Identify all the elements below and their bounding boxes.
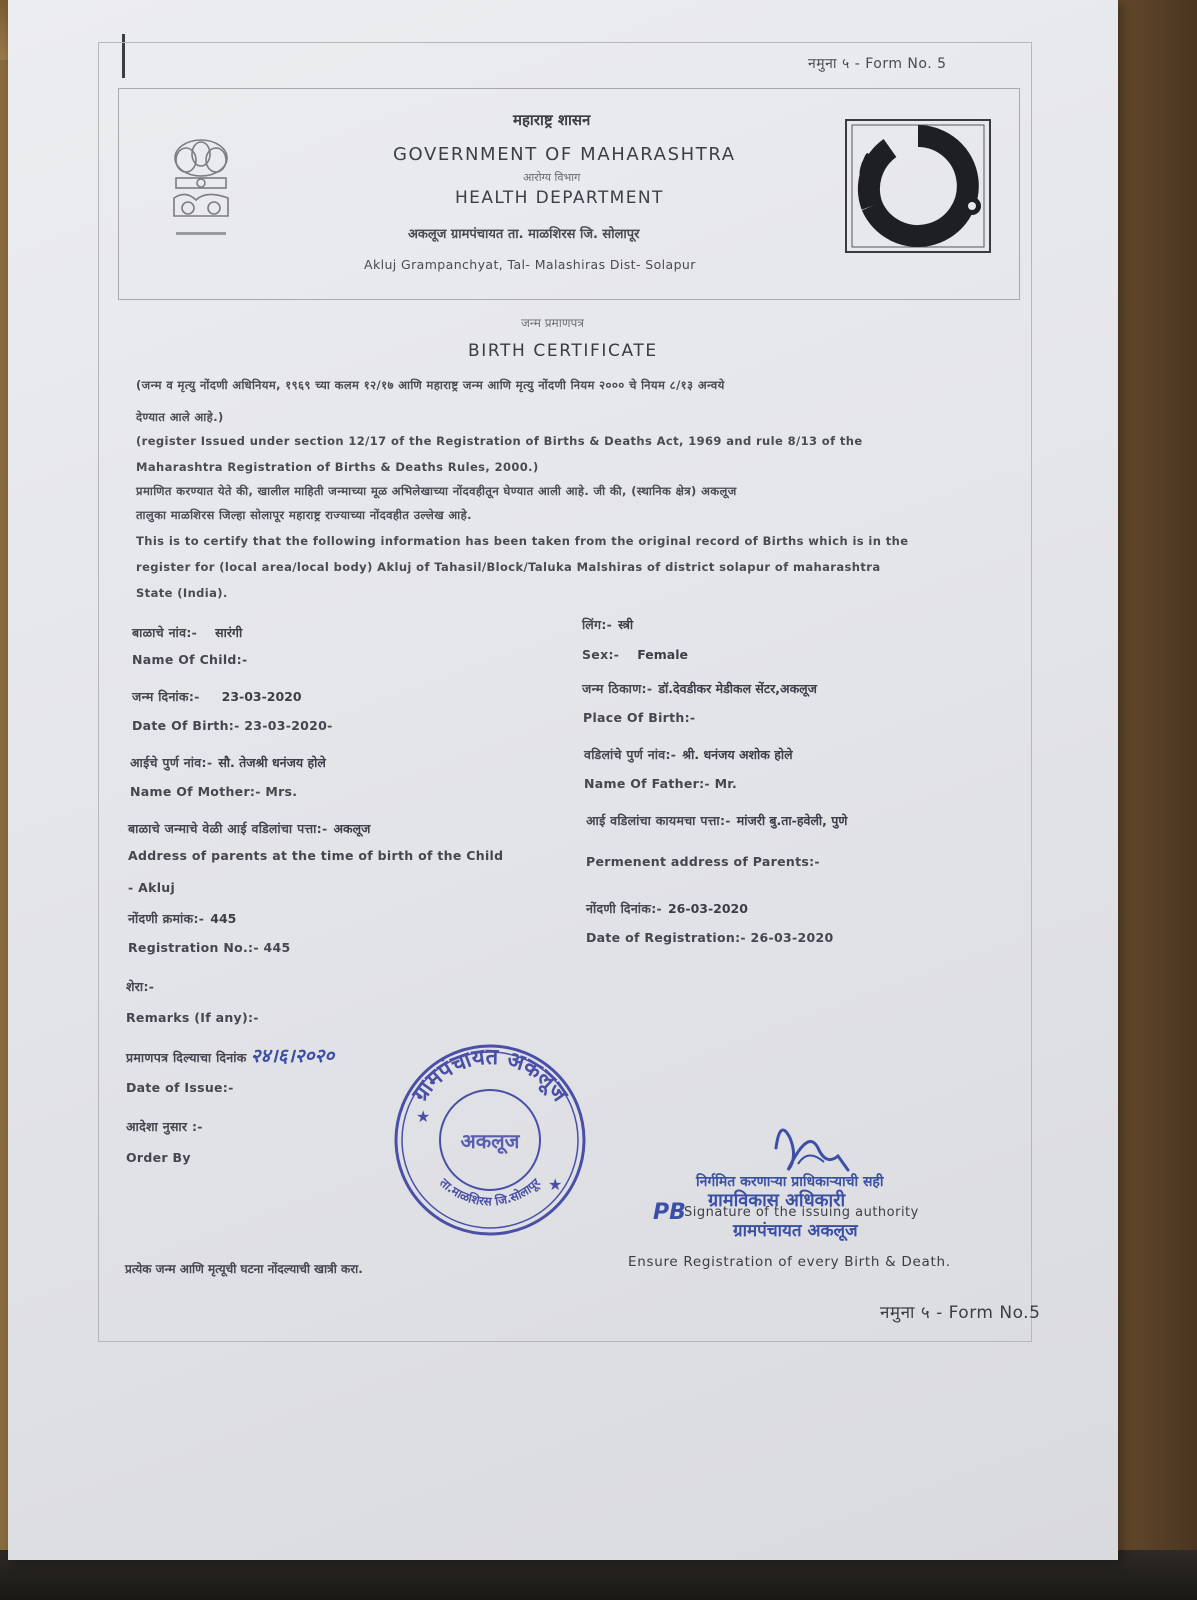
field-value: श्री. धनंजय अशोक होले [682,747,793,762]
date-of-birth-english: Date Of Birth:- 23-03-2020- [132,718,333,733]
mother-name-marathi [130,752,326,771]
grampanchayat-marathi: अकलूज ग्रामपंचायत ता. माळशिरस जि. सोलापूर [408,227,640,242]
field-label: आईचे पुर्ण नांव:- [130,755,213,770]
intro-marathi-line-2: देण्यात आले आहे.) [136,410,224,424]
signature-office-stamp: ग्रामपंचायत अकलूज [733,1221,858,1241]
grampanchayat-seal-stamp [392,1042,588,1238]
issue-date-marathi [126,1042,334,1068]
grampanchayat-english: Akluj Grampanchyat, Tal- Malashiras Dist- Solapur [364,257,696,272]
field-label: नोंदणी दिनांक:- [586,901,662,916]
field-value: स्त्री [618,617,634,632]
address-at-birth-english-label: Address of parents at the time of birth of the Child [128,848,504,863]
signature-label-english: Signature of the issuing authority [684,1205,919,1220]
health-department-logo-icon [844,118,992,254]
field-label: बाळाचे जन्माचे वेळी आई वडिलांचा पत्ता:- [128,821,328,836]
field-value: 26-03-2020 [667,901,748,916]
field-label: लिंग:- [582,617,613,632]
form-number-bottom: नमुना ५ - Form No.5 [880,1303,1041,1323]
signature-label-marathi: निर्गमित करणाऱ्या प्राधिकाऱ्याची सही [696,1174,884,1190]
field-label: जन्म दिनांक:- [132,689,200,704]
field-label: Sex:- [582,647,620,662]
registration-number-english: Registration No.:- 445 [128,940,291,955]
field-label: जन्म ठिकाण:- [582,681,653,696]
registration-date-english: Date of Registration:- 26-03-2020 [586,930,834,945]
sex-english [582,644,688,663]
certificate-title-english: BIRTH CERTIFICATE [468,341,658,361]
certificate-paper [8,0,1118,1560]
remarks-marathi: शेरा:- [126,979,155,994]
stamp-text-bottom: ता.माळशिरस जि.सोलापूर [437,1175,543,1209]
stamp-text-center: अकलूज [460,1129,520,1153]
permanent-address-english-label: Permenent address of Parents:- [586,854,820,869]
signature-initials: PB [653,1200,686,1225]
form-number-top: नमुना ५ - Form No. 5 [808,56,947,72]
registration-date-marathi [586,898,748,917]
issue-date-english: Date of Issue:- [126,1080,234,1095]
ensure-registration-note: Ensure Registration of every Birth & Death. [628,1254,951,1270]
stamp-text-top: ग्रामपंचायत अकलूज [407,1044,573,1107]
intro-english-line-4: register for (local area/local body) Akluj of Tahasil/Block/Taluka Malshiras of district solapur of maharashtra [136,560,881,574]
mother-name-english: Name Of Mother:- Mrs. [130,784,298,799]
stamp-star-icon: ★ [548,1175,563,1194]
registration-number-marathi [128,908,236,927]
field-label: नोंदणी क्रमांक:- [128,911,205,926]
sex-marathi [582,614,633,633]
permanent-address-marathi [586,810,847,829]
government-title-marathi: महाराष्ट्र शासन [513,111,591,129]
address-at-birth-english-value: - Akluj [128,880,176,895]
father-name-english: Name Of Father:- Mr. [584,776,738,791]
order-by-marathi: आदेशा नुसार :- [126,1119,203,1134]
certificate-title-marathi: जन्म प्रमाणपत्र [521,316,584,330]
field-value: मांजरी बु.ता-हवेली, पुणे [736,813,848,828]
intro-marathi-line-4: तालुका माळशिरस जिल्हा सोलापूर महाराष्ट्र राज्याच्या नोंदवहीत उल्लेख आहे. [136,508,472,522]
footer-note-marathi: प्रत्येक जन्म आणि मृत्यूची घटना नोंदल्याची खात्री करा. [125,1262,363,1276]
intro-english-line-3: This is to certify that the following information has been taken from the original record of Births which is in the [136,534,909,548]
place-of-birth-english-label: Place Of Birth:- [583,710,696,725]
field-label: प्रमाणपत्र दिल्याचा दिनांक [126,1050,247,1065]
stamp-star-icon: ★ [416,1107,431,1126]
father-name-marathi [584,744,793,763]
field-value: डॉ.देवडीकर मेडीकल सेंटर,अकलूज [658,681,817,696]
remarks-english: Remarks (If any):- [126,1010,259,1025]
signature-designation-stamp: ग्रामविकास अधिकारी [708,1190,846,1211]
field-value: Female [637,647,688,662]
field-label: बाळाचे नांव:- [132,625,198,640]
department-title-marathi: आरोग्य विभाग [523,171,581,184]
handwritten-issue-date: २४।६।२०२० [250,1045,335,1067]
intro-english-line-2: Maharashtra Registration of Births & Deaths Rules, 2000.) [136,460,539,474]
intro-english-line-5: State (India). [136,586,228,600]
address-at-birth-marathi [128,818,370,837]
national-emblem-icon [166,136,236,244]
child-name-english-label: Name Of Child:- [132,652,248,667]
order-by-english: Order By [126,1150,191,1165]
child-name-marathi [132,622,242,641]
department-title-english: HEALTH DEPARTMENT [455,188,664,208]
intro-marathi-line-3: प्रमाणित करण्यात येते की, खालील माहिती जन्माच्या मूळ अभिलेखाच्या नोंदवहीतून घेण्यात आली आहे. जी की, (स्थानिक क्षेत्र) अकलूज [136,484,737,498]
government-title-english: GOVERNMENT OF MAHARASHTRA [393,144,736,165]
field-value: 445 [210,911,237,926]
field-label: आई वडिलांचा कायमचा पत्ता:- [586,813,731,828]
place-of-birth-marathi [582,678,817,697]
field-value: अकलूज [333,821,371,836]
field-value: सारंगी [215,625,243,640]
date-of-birth-marathi [132,686,302,705]
field-value: सौ. तेजश्री धनंजय होले [218,755,326,770]
intro-english-line-1: (register Issued under section 12/17 of the Registration of Births & Deaths Act, 1969 and rule 8/13 of the [136,434,863,448]
field-value: 23-03-2020 [221,689,302,704]
field-label: वडिलांचे पुर्ण नांव:- [584,747,677,762]
intro-marathi-line-1: (जन्म व मृत्यु नोंदणी अधिनियम, १९६९ च्या कलम १२/१७ आणि महाराष्ट्र जन्म आणि मृत्यु नोंदणी नियम २००० चे नियम ८/१३ अन्वये [136,378,725,392]
